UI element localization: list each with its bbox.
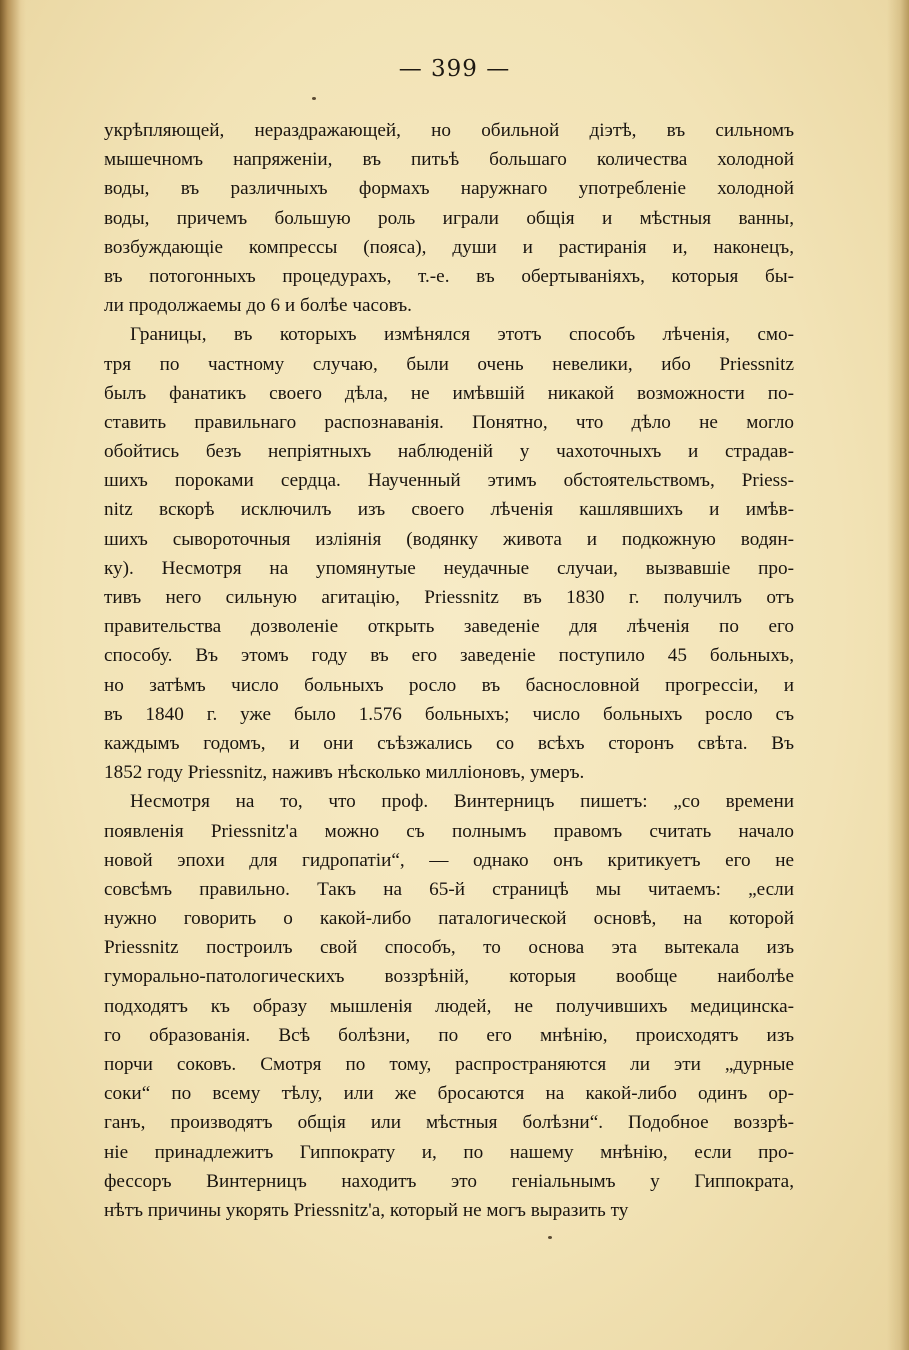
text-line: правительства дозволенiе открыть заведенiе для лѣченiя по его — [104, 616, 794, 638]
text-line: 1852 году Priessnitz, наживъ нѣсколько миллiоновъ, умеръ. — [104, 762, 585, 784]
book-spine-edge — [0, 0, 26, 1350]
text-line: нѣтъ причины укорять Priessnitz'а, который не могъ выразить ту — [104, 1199, 629, 1221]
text-line: соки“ по всему тѣлу, или же бросаются на какой-либо одинъ ор- — [104, 1083, 794, 1105]
text-line: новой эпохи для гидропатiи“, — однако онъ критикуетъ его не — [104, 849, 794, 871]
text-line: возбуждающiе компрессы (пояса), души и растиранiя и, наконецъ, — [104, 236, 794, 258]
text-line: обойтись безъ непрiятныхъ наблюденiй у чахоточныхъ и страдав- — [104, 441, 794, 463]
text-line: ганъ, производятъ общiя или мѣстныя болѣзни“. Подобное воззрѣ- — [104, 1112, 794, 1134]
text-line: нужно говорить о какой-либо паталогической основѣ, на которой — [104, 908, 794, 930]
ink-speck — [548, 1236, 552, 1239]
text-line: нiе принадлежитъ Гиппократу и, по нашему мнѣнiю, если про- — [104, 1141, 794, 1163]
ink-speck — [312, 97, 316, 100]
page-right-edge — [887, 0, 909, 1350]
text-line: Несмотря на то, что проф. Винтерницъ пишетъ: „со времени — [130, 791, 794, 813]
text-line: мышечномъ напряженiи, въ питьѣ большаго количества холодной — [104, 149, 794, 171]
text-line: подходятъ къ образу мышленiя людей, не получившихъ медицинска- — [104, 995, 794, 1017]
text-line: ку). Несмотря на упомянутые неудачные случаи, вызвавшiе про- — [104, 557, 794, 579]
text-line: Границы, въ которыхъ измѣнялся этотъ способъ лѣченiя, смо- — [130, 324, 794, 346]
text-line: былъ фанатикъ своего дѣла, не имѣвшiй никакой возможности по- — [104, 382, 794, 404]
text-line: тря по частному случаю, были очень невелики, ибо Priessnitz — [104, 353, 794, 375]
text-line: Priessnitz построилъ свой способъ, то основа эта вытекала изъ — [104, 937, 794, 959]
text-line: воды, причемъ большую роль играли общiя и мѣстныя ванны, — [104, 207, 794, 229]
text-line: гуморально-патологическихъ воззрѣнiй, которыя вообще наиболѣе — [104, 966, 794, 988]
text-line: совсѣмъ правильно. Такъ на 65-й страницѣ мы читаемъ: „если — [104, 878, 794, 900]
text-line: появленiя Priessnitz'а можно съ полнымъ правомъ считать начало — [104, 820, 794, 842]
text-line: способу. Въ этомъ году въ его заведенiе поступило 45 больныхъ, — [104, 645, 794, 667]
text-line: порчи соковъ. Смотря по тому, распространяются ли эти „дурные — [104, 1054, 794, 1075]
text-line: тивъ него сильную агитацiю, Priessnitz въ 1830 г. получилъ отъ — [104, 587, 794, 608]
page-number: — 399 — — [398, 56, 511, 82]
text-line: каждымъ годомъ, и они съѣзжались со всѣхъ сторонъ свѣта. Въ — [104, 732, 794, 754]
text-line: укрѣпляющей, нераздражающей, но обильной дiэтѣ, въ сильномъ — [104, 120, 794, 141]
text-line: въ 1840 г. уже было 1.576 больныхъ; число больныхъ росло съ — [104, 703, 794, 725]
text-line: шихъ сывороточныя излiянiя (водянку живота и подкожную водян- — [104, 528, 794, 550]
paragraph — [104, 320, 794, 787]
text-line: ставить правильнаго распознаванiя. Понятно, что дѣло не могло — [104, 411, 794, 433]
text-line: воды, въ различныхъ формахъ наружнаго употребленiе холодной — [104, 178, 794, 200]
body-text — [104, 116, 794, 1225]
text-line: шихъ пороками сердца. Наученный этимъ обстоятельствомъ, Priess- — [104, 470, 794, 492]
paragraph — [104, 787, 794, 1225]
text-line: но затѣмъ число больныхъ росло въ баснословной прогрессiи, и — [104, 674, 794, 696]
text-line: въ потогонныхъ процедурахъ, т.-е. въ обертыванiяхъ, которыя бы- — [104, 265, 794, 287]
text-line: ли продолжаемы до 6 и болѣе часовъ. — [104, 295, 412, 317]
text-line: го образованiя. Всѣ болѣзни, по его мнѣнiю, происходятъ изъ — [104, 1024, 794, 1046]
text-line: nitz вскорѣ исключилъ изъ своего лѣченiя кашлявшихъ и имѣв- — [104, 499, 794, 521]
paragraph — [104, 116, 794, 320]
text-line: фессоръ Винтерницъ находитъ это генiальнымъ у Гиппократа, — [104, 1170, 794, 1192]
